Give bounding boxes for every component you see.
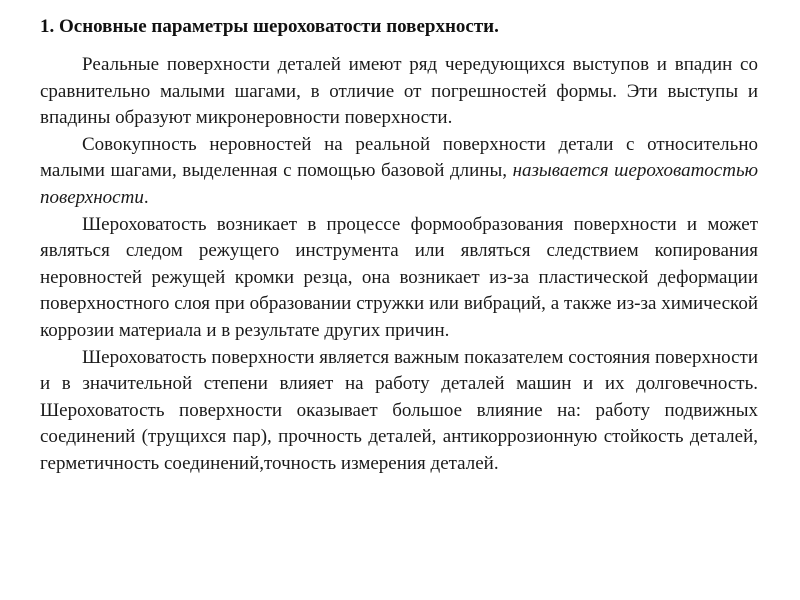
paragraph-roughness-definition-end: .: [143, 186, 149, 208]
document-slide: [40, 14, 758, 478]
paragraph-surface-definition: Реальные поверхности деталей имеют ряд чередующихся выступов и впадин со сравнительно малыми шагами, в отличие от погрешностей формы. Эти выступы и впадины образуют микронеровности поверхности.: [40, 54, 758, 129]
body-text: [40, 52, 758, 478]
paragraph-roughness-origin: Шероховатость возникает в процессе формообразования поверхности и может являться следом режущего инструмента или являться следствием копирования неровностей режущей кромки резца, она возникает из-за пластической деформации поверхностного слоя при образовании стружки или вибраций, а также из-за химической коррозии материала и в результате других причин.: [40, 213, 758, 341]
section-heading: 1. Основные параметры шероховатости поверхности.: [40, 16, 499, 37]
paragraph-roughness-importance: Шероховатость поверхности является важным показателем состояния поверхности и в значительной степени влияет на работу деталей машин и их долговечность. Шероховатость поверхности оказывает большое влияние на: работу подвижных соединений (трущихся пар), прочность деталей, антикоррозионную стойкость деталей, герметичность соединений,точность измерения деталей.: [40, 346, 758, 474]
paragraph-roughness-definition: [40, 132, 758, 212]
paragraph-roughness-definition-start: Совокупность неровностей на реальной поверхности детали с относительно малыми шагами, выделенная с помощью базовой длины,: [40, 133, 758, 182]
roughness-term: называется шероховатостью поверхности: [40, 160, 758, 208]
